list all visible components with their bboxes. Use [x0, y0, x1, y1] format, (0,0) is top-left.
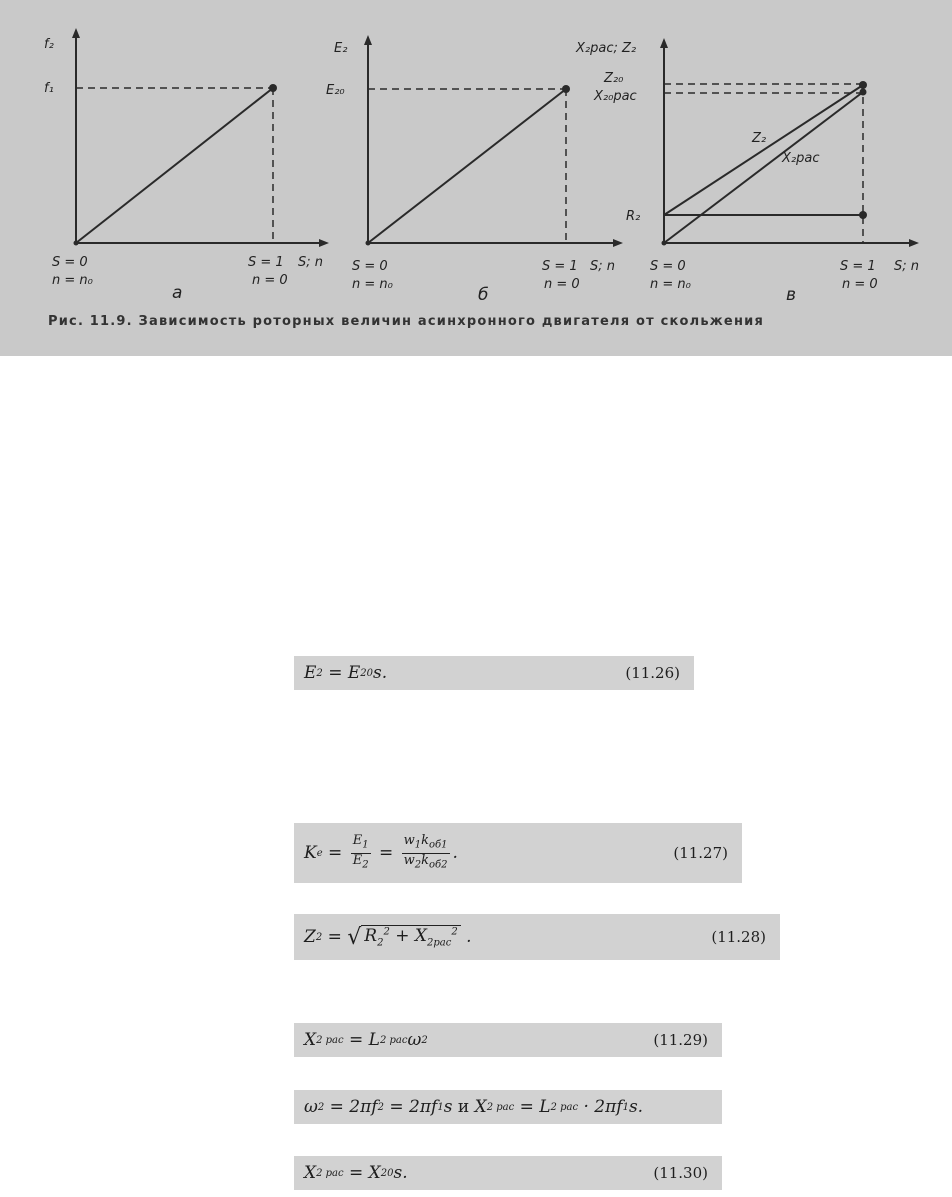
figure-drawing	[0, 0, 952, 356]
panel-a-end-n: n = 0	[252, 273, 288, 288]
panel-a-end-s: S = 1	[248, 255, 284, 270]
panel-c-x2-line	[664, 92, 863, 243]
panel-b-y-label: E₂	[334, 41, 348, 56]
figure-11-9	[0, 0, 952, 356]
formula: K e = $\frac{E_1}{E_2}$ = $\frac{w_1k_{об1}}{w_2k_{об2}}$ .	[304, 832, 458, 871]
equation-11-28	[294, 914, 780, 960]
panel-c-x2-label: X₂рас	[782, 151, 820, 166]
panel-a-origin-n: n = n₀	[52, 273, 93, 288]
panel-c-x20-mark: X₂₀рас	[594, 89, 637, 104]
formula: X 2 рас = X 20 s.	[304, 1163, 408, 1183]
equation-number: (11.26)	[625, 664, 680, 682]
equation-number: (11.28)	[711, 928, 766, 946]
panel-a-y-label: f₂	[44, 37, 54, 52]
panel-a-y-mark: f₁	[44, 81, 54, 96]
equation-11-27	[294, 823, 742, 883]
equation-number: (11.27)	[673, 844, 728, 862]
panel-c-end-n: n = 0	[842, 277, 878, 292]
panel-b-origin-s: S = 0	[352, 259, 388, 274]
panel-c-r2-mark: R₂	[626, 209, 641, 224]
panel-c-letter: в	[786, 285, 797, 305]
panel-b-line	[368, 89, 566, 243]
panel-c-origin-n: n = n₀	[650, 277, 691, 292]
equation-11-30	[294, 1156, 722, 1190]
panel-a-x-label: S; n	[298, 255, 324, 270]
panel-a-origin-s: S = 0	[52, 255, 88, 270]
equation-11-29	[294, 1023, 722, 1057]
panel-b-x-label: S; n	[590, 259, 616, 274]
panel-a-line	[76, 88, 273, 243]
formula: X 2 рас = L 2 рас ω 2	[304, 1030, 428, 1050]
figure-caption: Рис. 11.9. Зависимость роторных величин асинхронного двигателя от скольжения	[48, 314, 764, 329]
panel-b-end-n: n = 0	[544, 277, 580, 292]
equation-number: (11.29)	[653, 1031, 708, 1049]
panel-b-y-mark: E₂₀	[326, 83, 345, 98]
formula: ω 2 = 2πf 2 = 2πf 1 s и X 2 рас = L 2 рас · 2πf 1 s.	[304, 1097, 644, 1117]
equation-11-26	[294, 656, 694, 690]
panel-c-y-label: X₂рас; Z₂	[576, 41, 637, 56]
panel-b-end-s: S = 1	[542, 259, 578, 274]
panel-c-z2-line	[664, 85, 863, 215]
panel-c-z20-mark: Z₂₀	[604, 71, 624, 86]
equation-omega	[294, 1090, 722, 1124]
panel-c-z2-label: Z₂	[752, 131, 767, 146]
panel-b-origin-n: n = n₀	[352, 277, 393, 292]
panel-c-x-label: S; n	[894, 259, 920, 274]
panel-a-letter: а	[172, 283, 183, 303]
panel-b-letter: б	[478, 285, 489, 305]
panel-c-origin-s: S = 0	[650, 259, 686, 274]
panel-c-end-s: S = 1	[840, 259, 876, 274]
formula: E 2 = E 20 s.	[304, 663, 388, 683]
formula: Z 2 = √ $R_2^2 + X_{2рас}^2$ .	[304, 924, 472, 950]
equation-number: (11.30)	[653, 1164, 708, 1182]
